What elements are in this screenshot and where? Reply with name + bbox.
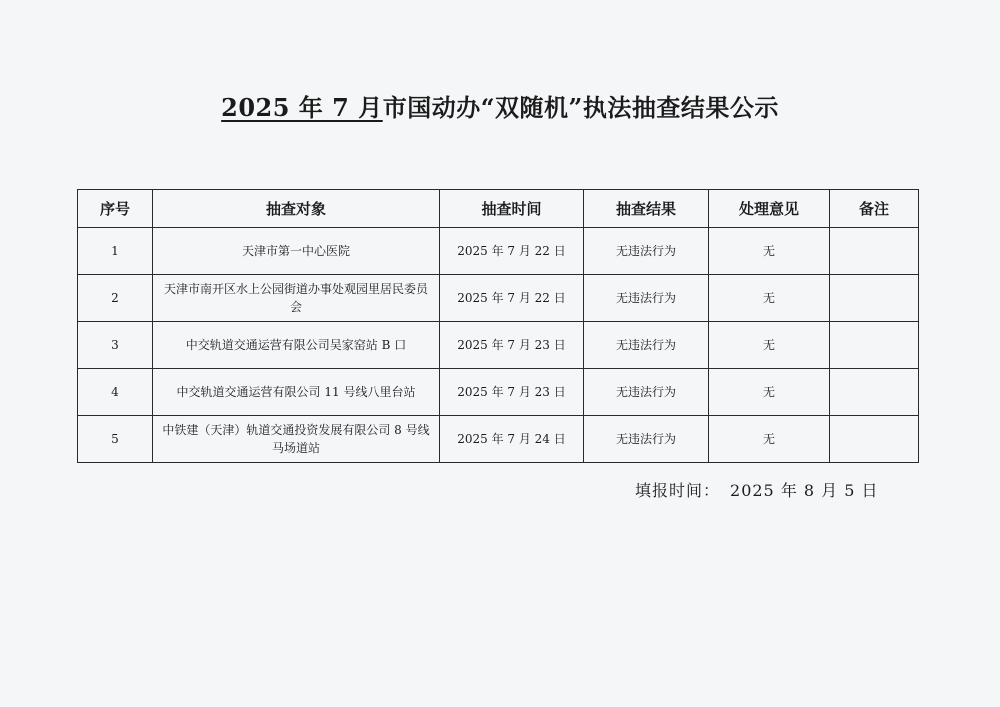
table-row: [78, 369, 919, 416]
cell-note: [830, 322, 919, 369]
cell-no: 3: [78, 322, 153, 369]
table-header-row: [78, 190, 919, 228]
cell-result: 无违法行为: [584, 228, 709, 275]
header-result: 抽查结果: [584, 190, 709, 228]
cell-result: 无违法行为: [584, 369, 709, 416]
table-row: [78, 228, 919, 275]
fill-date-line: [635, 478, 879, 501]
cell-note: [830, 416, 919, 463]
cell-target: 中交轨道交通运营有限公司吴家窑站 B 口: [153, 322, 440, 369]
header-date: 抽查时间: [440, 190, 584, 228]
title-date: 2025 年 7 月: [221, 93, 383, 122]
cell-opinion: 无: [709, 369, 830, 416]
cell-date: 2025 年 7 月 23 日: [440, 369, 584, 416]
results-table: [77, 189, 919, 463]
table-row: [78, 322, 919, 369]
cell-opinion: 无: [709, 322, 830, 369]
cell-opinion: 无: [709, 416, 830, 463]
cell-opinion: 无: [709, 275, 830, 322]
table-row: [78, 416, 919, 463]
fill-date-label: 填报时间：: [635, 481, 721, 500]
header-target: 抽查对象: [153, 190, 440, 228]
cell-no: 1: [78, 228, 153, 275]
cell-date: 2025 年 7 月 22 日: [440, 275, 584, 322]
cell-result: 无违法行为: [584, 275, 709, 322]
cell-note: [830, 369, 919, 416]
title-text: 市国动办“双随机”执法抽查结果公示: [382, 93, 779, 122]
cell-date: 2025 年 7 月 22 日: [440, 228, 584, 275]
header-note: 备注: [830, 190, 919, 228]
header-opinion: 处理意见: [709, 190, 830, 228]
table-row: [78, 275, 919, 322]
cell-target: 天津市第一中心医院: [153, 228, 440, 275]
cell-target: 天津市南开区水上公园街道办事处观园里居民委员会: [153, 275, 440, 322]
cell-no: 4: [78, 369, 153, 416]
cell-date: 2025 年 7 月 24 日: [440, 416, 584, 463]
header-no: 序号: [78, 190, 153, 228]
cell-note: [830, 275, 919, 322]
cell-no: 2: [78, 275, 153, 322]
fill-date-value: 2025 年 8 月 5 日: [730, 481, 879, 500]
cell-date: 2025 年 7 月 23 日: [440, 322, 584, 369]
page-title: [0, 88, 1000, 123]
cell-note: [830, 228, 919, 275]
cell-opinion: 无: [709, 228, 830, 275]
cell-result: 无违法行为: [584, 416, 709, 463]
cell-target: 中铁建（天津）轨道交通投资发展有限公司 8 号线马场道站: [153, 416, 440, 463]
cell-no: 5: [78, 416, 153, 463]
cell-result: 无违法行为: [584, 322, 709, 369]
cell-target: 中交轨道交通运营有限公司 11 号线八里台站: [153, 369, 440, 416]
